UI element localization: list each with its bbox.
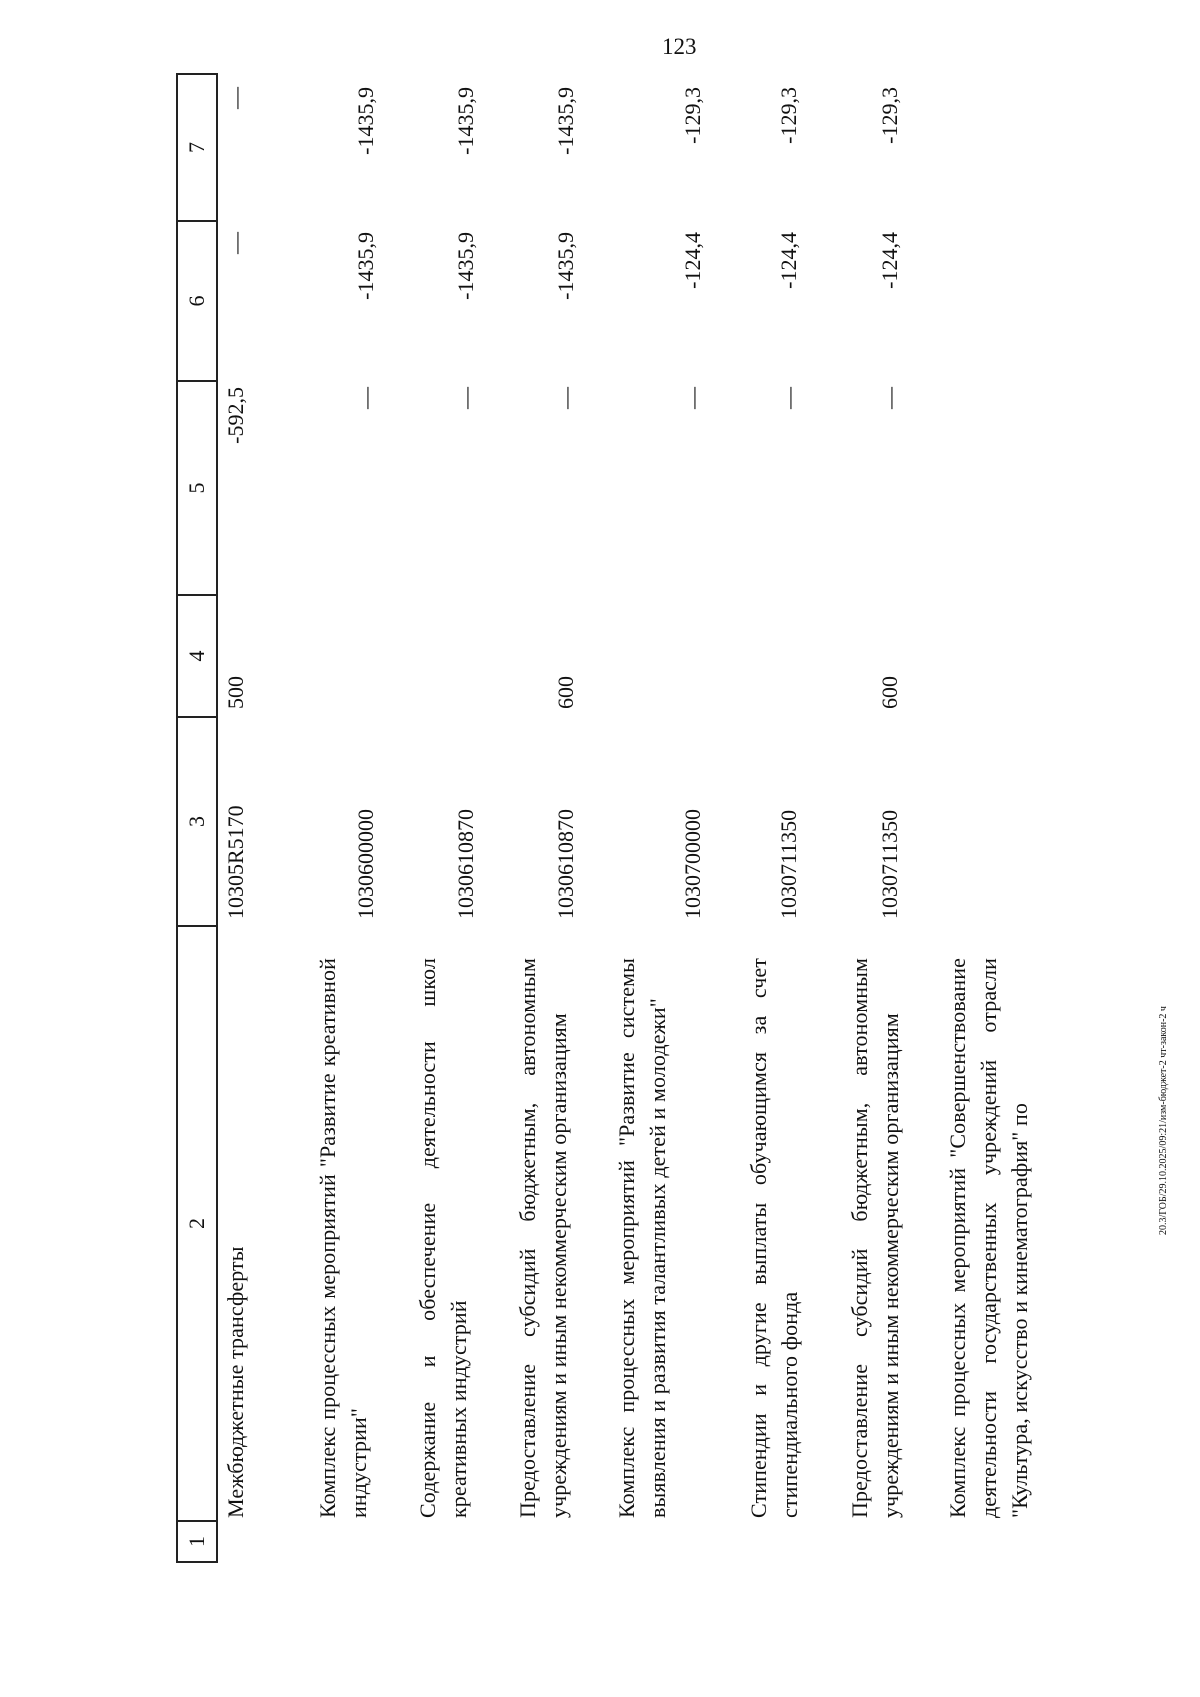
row-code: 1030610870 (553, 809, 578, 919)
budget-table (176, 73, 1032, 1563)
row-value-col6: — (223, 232, 248, 254)
row-value-col6: -1435,9 (553, 232, 578, 300)
row-value-col7: — (223, 87, 248, 109)
row-value-col6: -124,4 (877, 232, 902, 289)
row-value-col5: — (877, 387, 902, 409)
header-col-3: 3 (178, 716, 216, 925)
row-code: 1030711350 (877, 809, 902, 919)
header-col-6: 6 (178, 220, 216, 380)
header-col-5: 5 (178, 380, 216, 594)
row-expense-type: 600 (553, 676, 578, 709)
header-col-2: 2 (178, 925, 216, 1520)
row-value-col7: -1435,9 (353, 87, 378, 155)
row-name: Содержание и обеспечение деятельности школ креативных индустрий (415, 958, 471, 1518)
row-code: 10305R5170 (223, 805, 248, 919)
row-name: Комплекс процессных мероприятий "Развитие системы выявления и развития талантливых детей и молодежи" (614, 958, 670, 1518)
row-expense-type: 500 (223, 676, 248, 709)
row-value-col7: -129,3 (680, 87, 705, 144)
document-footer-code: 20.3/ГОБ/29.10.2025/09:21/изм-бюджет-2 чт-закон-2 ч (1158, 1006, 1169, 1235)
row-value-col5: — (553, 387, 578, 409)
row-value-col6: -124,4 (680, 232, 705, 289)
row-value-col7: -1435,9 (453, 87, 478, 155)
row-code: 1030610870 (453, 809, 478, 919)
row-name: Комплекс процессных мероприятий "Совершенствование деятельности государственных учреждений отрасли "Культура, искусство и кинематография" по (945, 958, 1032, 1518)
header-col-4: 4 (178, 594, 216, 716)
page-number: 123 (662, 34, 697, 59)
row-value-col5: — (453, 387, 478, 409)
row-value-col7: -1435,9 (553, 87, 578, 155)
row-value-col6: -1435,9 (453, 232, 478, 300)
row-value-col5: — (353, 387, 378, 409)
row-code: 1030711350 (776, 809, 801, 919)
row-value-col5: — (776, 387, 801, 409)
row-value-col7: -129,3 (776, 87, 801, 144)
row-value-col5: -592,5 (223, 387, 248, 444)
row-value-col7: -129,3 (877, 87, 902, 144)
row-name: Межбюджетные трансферты (223, 1246, 248, 1518)
row-value-col6: -124,4 (776, 232, 801, 289)
row-name: Предоставление субсидий бюджетным, автономным учреждениям и иным некоммерческим организациям (847, 958, 903, 1518)
row-code: 1030700000 (680, 809, 705, 919)
header-col-1: 1 (178, 1520, 216, 1561)
header-col-7: 7 (184, 142, 209, 153)
row-value-col5: — (680, 387, 705, 409)
row-expense-type: 600 (877, 676, 902, 709)
row-name: Стипендии и другие выплаты обучающимся за счет стипендиального фонда (746, 958, 802, 1518)
row-value-col6: -1435,9 (353, 232, 378, 300)
row-code: 1030600000 (353, 809, 378, 919)
table-header-row (176, 73, 218, 1563)
row-name: Комплекс процессных мероприятий "Развитие креативной индустрии" (315, 958, 371, 1518)
row-name: Предоставление субсидий бюджетным, автономным учреждениям и иным некоммерческим организациям (515, 958, 571, 1518)
